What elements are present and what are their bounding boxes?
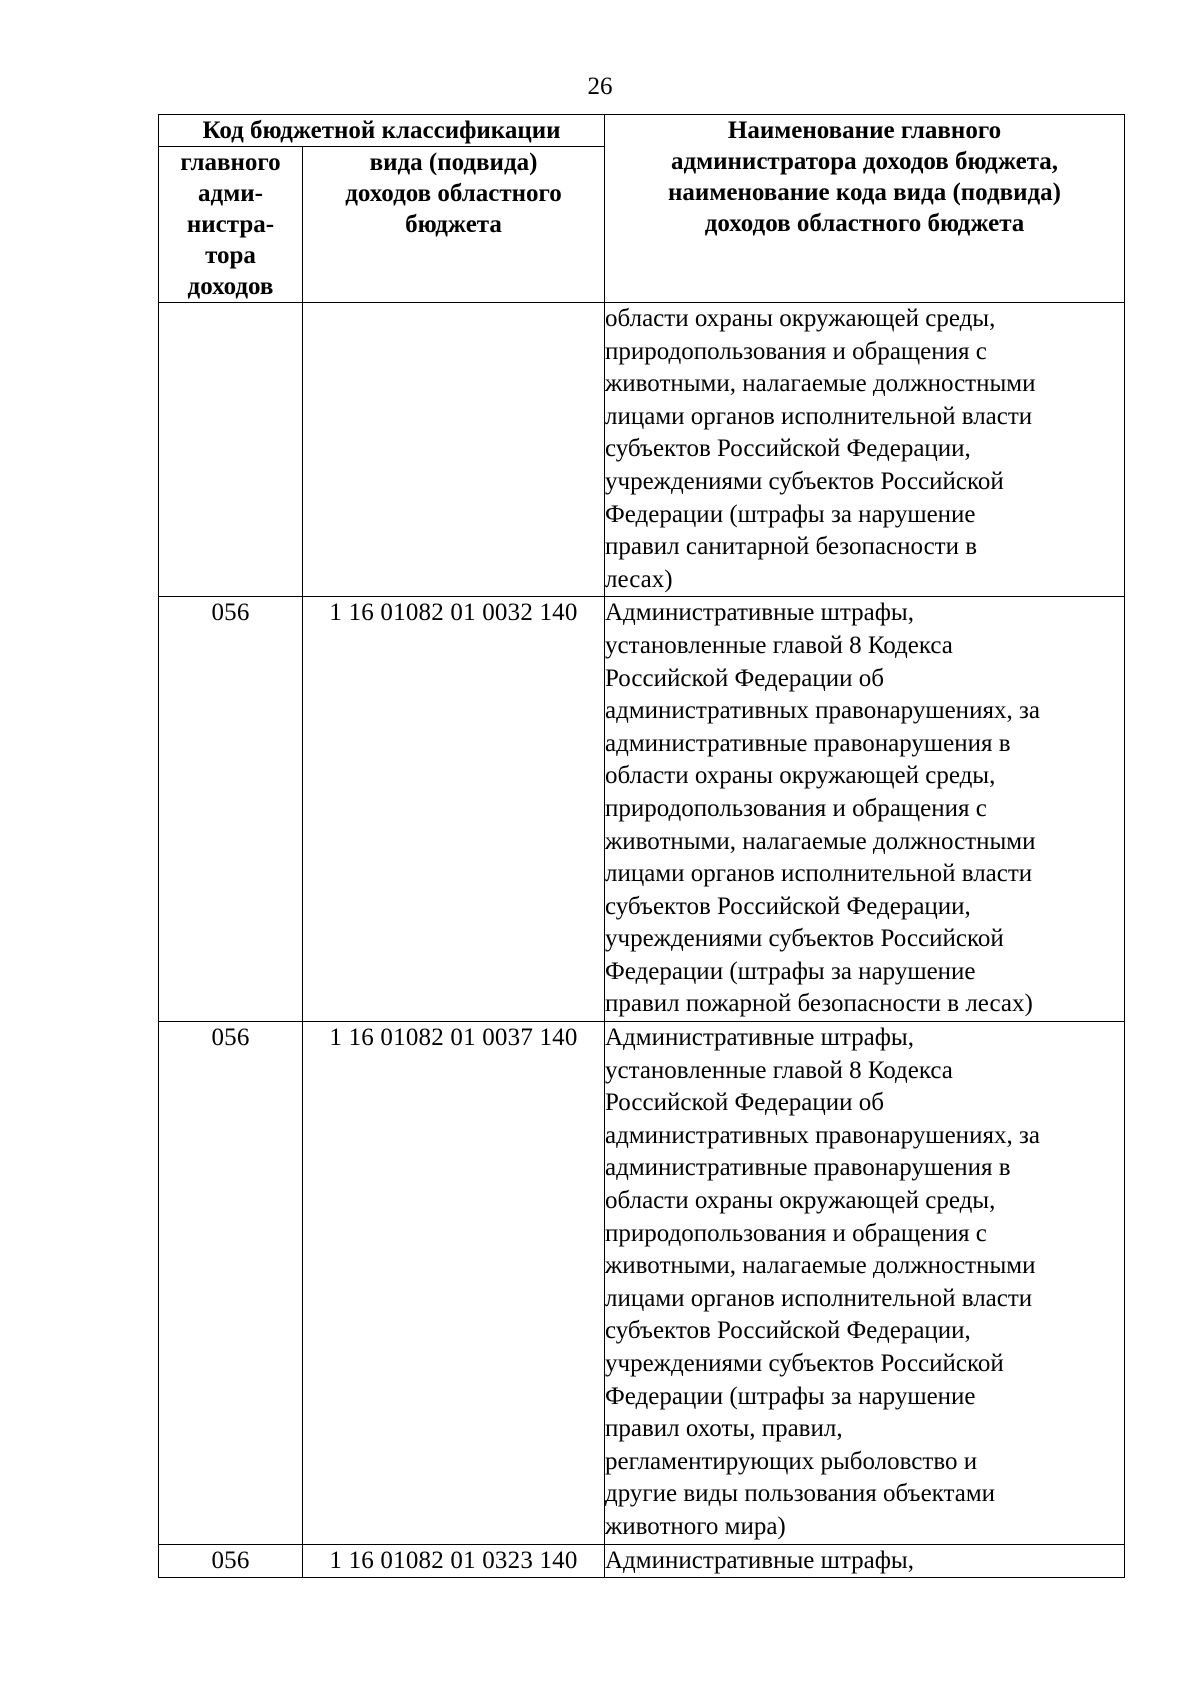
income-type-code-cell	[303, 303, 605, 597]
text-line: лесах)	[605, 565, 673, 593]
text-line: административных правонарушениях, за	[605, 697, 1040, 725]
table-row	[159, 1022, 1125, 1545]
text-line: Административные штрафы,	[605, 1546, 914, 1574]
text-line: Федерации (штрафы за нарушение	[605, 957, 976, 985]
header-line: администратора доходов бюджета,	[670, 148, 1059, 175]
income-type-code-cell: 1 16 01082 01 0032 140	[303, 597, 605, 1022]
text-line: области охраны окружающей среды,	[605, 1187, 996, 1215]
header-line: доходов	[187, 273, 274, 300]
table-row	[159, 303, 1125, 597]
text-line: животными, налагаемые должностными	[605, 827, 1036, 855]
table-row	[159, 1544, 1125, 1578]
income-type-code-cell: 1 16 01082 01 0323 140	[303, 1544, 605, 1578]
header-line: вида (подвида)	[369, 149, 538, 176]
text-line: правил охоты, правил,	[605, 1415, 843, 1443]
header-line: наименование кода вида (подвида)	[668, 179, 1061, 206]
income-name-cell	[605, 1544, 1125, 1578]
text-line: животными, налагаемые должностными	[605, 1252, 1036, 1280]
text-line: административные правонарушения в	[605, 1154, 1011, 1182]
header-line: тора	[205, 242, 256, 269]
table-body	[159, 303, 1125, 1578]
text-line: природопользования и обращения с	[605, 337, 987, 365]
text-line: области охраны окружающей среды,	[605, 305, 996, 332]
name-column-header	[605, 115, 1125, 303]
header-line: доходов областного	[345, 180, 562, 207]
text-line: учреждениями субъектов Российской	[605, 1350, 1004, 1377]
text-line: другие виды пользования объектами	[605, 1480, 996, 1508]
header-line: Наименование главного	[727, 117, 1002, 144]
header-line: доходов областного бюджета	[704, 210, 1025, 237]
text-line: Административные штрафы,	[605, 599, 914, 627]
budget-classification-table	[158, 114, 1125, 1578]
text-line: установленные главой 8 Кодекса	[605, 1056, 953, 1084]
text-line: природопользования и обращения с	[605, 794, 987, 822]
header-line: нистра-	[186, 211, 275, 238]
text-line: области охраны окружающей среды,	[605, 762, 996, 790]
table-header	[159, 115, 1125, 303]
text-line: правил санитарной безопасности в	[605, 533, 978, 561]
income-name-cell	[605, 303, 1125, 597]
text-line: лицами органов исполнительной власти	[605, 402, 1033, 430]
text-line: субъектов Российской Федерации,	[605, 892, 971, 920]
text-line: учреждениями субъектов Российской	[605, 925, 1004, 953]
text-line: правил пожарной безопасности в лесах)	[605, 990, 1033, 1018]
text-line: субъектов Российской Федерации,	[605, 435, 971, 463]
header-line: адми-	[198, 180, 263, 207]
income-name-cell	[605, 597, 1125, 1022]
admin-code-cell	[159, 303, 303, 597]
text-line: Административные штрафы,	[605, 1024, 914, 1052]
text-line: Российской Федерации об	[605, 1089, 884, 1117]
text-line: регламентирующих рыболовство и	[605, 1447, 978, 1475]
header-line: бюджета	[405, 211, 502, 238]
text-line: субъектов Российской Федерации,	[605, 1317, 971, 1345]
budget-classification-code-header: Код бюджетной классификации	[159, 115, 605, 147]
admin-code-cell: 056	[159, 1022, 303, 1545]
text-line: лицами органов исполнительной власти	[605, 860, 1033, 888]
admin-column-header	[159, 147, 303, 303]
text-line: Федерации (штрафы за нарушение	[605, 1382, 976, 1410]
type-column-header	[303, 147, 605, 303]
text-line: административных правонарушениях, за	[605, 1121, 1040, 1149]
text-line: установленные главой 8 Кодекса	[605, 631, 953, 659]
table-row	[159, 597, 1125, 1022]
text-line: административные правонарушения в	[605, 729, 1011, 757]
text-line: учреждениями субъектов Российской	[605, 467, 1004, 495]
income-type-code-cell: 1 16 01082 01 0037 140	[303, 1022, 605, 1545]
admin-code-cell: 056	[159, 1544, 303, 1578]
page-number: 26	[587, 73, 613, 100]
text-line: природопользования и обращения с	[605, 1219, 987, 1247]
text-line: лицами органов исполнительной власти	[605, 1284, 1033, 1312]
text-line: Российской Федерации об	[605, 664, 884, 692]
admin-code-cell: 056	[159, 597, 303, 1022]
text-line: животного мира)	[605, 1512, 786, 1540]
header-line: главного	[180, 149, 281, 176]
text-line: животными, налагаемые должностными	[605, 370, 1036, 398]
income-name-cell	[605, 1022, 1125, 1545]
text-line: Федерации (штрафы за нарушение	[605, 500, 976, 528]
